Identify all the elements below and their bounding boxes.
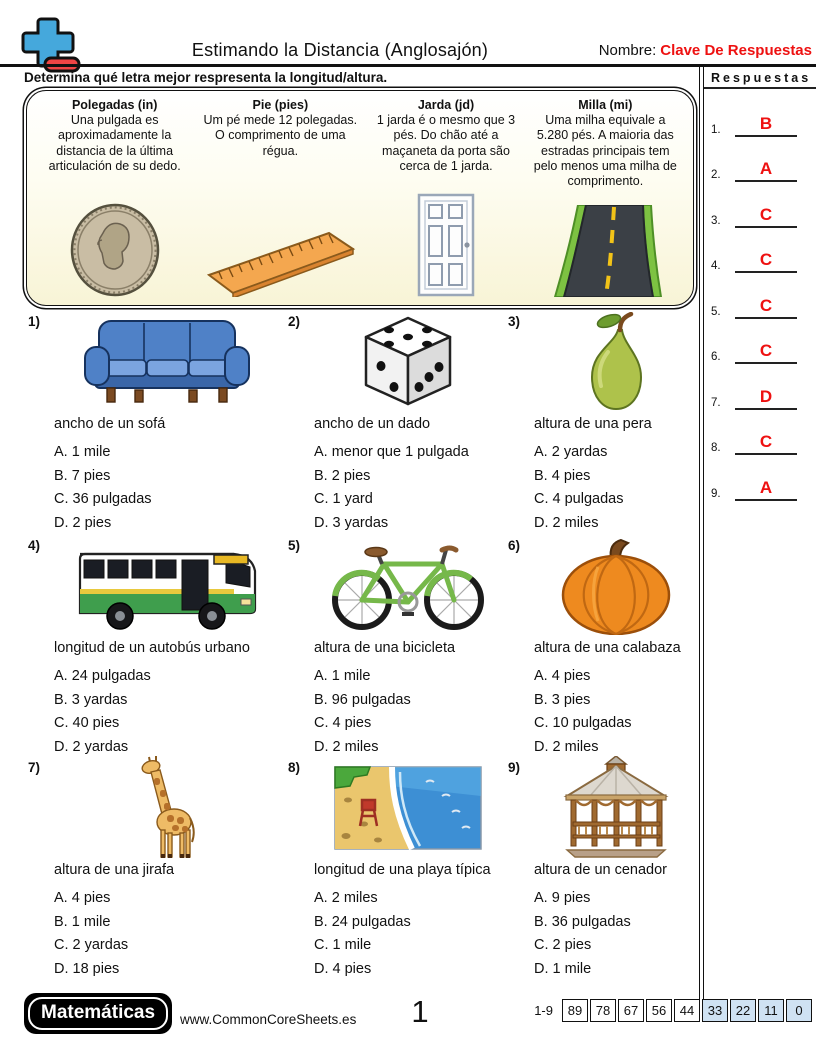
question-number: 7)	[28, 760, 41, 775]
answer-row-9	[704, 455, 816, 501]
option-a: A. 9 pies	[534, 890, 591, 906]
score-cell: 33	[702, 999, 728, 1022]
reference-column-yard	[366, 98, 525, 299]
score-cell: 11	[758, 999, 784, 1022]
answer-blank	[735, 388, 797, 410]
dice-image	[314, 312, 502, 412]
answers-heading: Respuestas	[704, 68, 816, 89]
answer-number: 5.	[711, 305, 721, 318]
option-c: C. 1 yard	[314, 491, 373, 507]
sofa-image	[54, 312, 280, 412]
question-options	[54, 441, 280, 535]
option-d: D. 2 miles	[534, 514, 599, 531]
question-options	[54, 887, 280, 981]
option-c: C. 4 pulgadas	[534, 491, 624, 507]
question-caption: longitud de una playa típica	[314, 862, 491, 878]
score-cell: 0	[786, 999, 812, 1022]
answers-sidebar	[704, 68, 816, 501]
reference-text: Um pé mede 12 polegadas. O comprimento de uma régua.	[203, 113, 358, 158]
answer-row-1	[704, 91, 816, 137]
pumpkin-image	[534, 536, 698, 636]
answer-row-5	[704, 273, 816, 319]
question-caption: altura de una bicicleta	[314, 640, 456, 656]
answer-number: 3.	[711, 214, 721, 227]
answer-number: 6.	[711, 351, 721, 363]
question-number: 1)	[28, 314, 41, 329]
answer-letter: C	[759, 204, 773, 224]
answer-blank	[735, 206, 797, 228]
answer-number: 2.	[711, 169, 721, 181]
score-cell: 56	[646, 999, 672, 1022]
reference-title: Pie (pies)	[252, 98, 309, 112]
question-number: 6)	[508, 538, 521, 553]
door-icon	[417, 193, 475, 297]
answer-row-4	[704, 228, 816, 274]
question-options	[314, 665, 502, 759]
answer-blank	[735, 433, 797, 455]
score-table	[534, 999, 812, 1022]
question-5	[288, 536, 502, 759]
answer-blank	[735, 115, 797, 137]
quarter-coin-icon	[69, 203, 161, 297]
option-d: D. 2 pies	[54, 514, 112, 531]
question-options	[534, 665, 698, 759]
question-caption: ancho de un dado	[314, 416, 431, 432]
answer-letter: C	[759, 341, 773, 360]
question-number: 5)	[288, 538, 301, 553]
answer-number: 4.	[711, 260, 721, 272]
answer-number: 9.	[711, 487, 721, 500]
answer-letter: A	[759, 159, 773, 178]
reference-text: Uma milha equivale a 5.280 pés. A maioria das estradas principais tem pelo menos uma milha de comprimento.	[533, 113, 677, 188]
question-options	[54, 665, 280, 759]
answer-number: 1.	[711, 123, 721, 136]
question-4	[28, 536, 280, 759]
units-reference-box	[26, 90, 694, 306]
score-cell: 89	[562, 999, 588, 1022]
option-d: D. 1 mile	[534, 960, 592, 977]
option-a: A. 2 yardas	[534, 444, 608, 460]
option-b: B. 36 pulgadas	[534, 913, 631, 930]
option-b: B. 4 pies	[534, 467, 591, 484]
question-9	[508, 758, 698, 981]
option-a: A. 1 mile	[314, 668, 371, 684]
option-a: A. 1 mile	[54, 444, 111, 460]
question-3	[508, 312, 698, 535]
answer-blank	[735, 342, 797, 364]
beach-image	[314, 758, 502, 858]
bicycle-image	[314, 536, 502, 636]
option-d: D. 3 yardas	[314, 514, 389, 531]
question-options	[534, 887, 698, 981]
name-row	[599, 42, 812, 59]
question-caption: altura de un cenador	[534, 862, 668, 878]
page-number: 1	[411, 994, 429, 1029]
option-a: A. 4 pies	[534, 668, 591, 684]
answer-letter: C	[759, 432, 773, 451]
option-b: B. 7 pies	[54, 467, 111, 484]
option-b: B. 3 yardas	[54, 691, 128, 708]
answers-list	[704, 91, 816, 501]
question-options	[314, 887, 502, 981]
reference-title: Jarda (jd)	[417, 98, 475, 112]
answer-letter: B	[759, 113, 773, 133]
answer-row-6	[704, 319, 816, 365]
question-caption: altura de una calabaza	[534, 640, 681, 656]
option-b: B. 24 pulgadas	[314, 913, 411, 930]
score-cell: 22	[730, 999, 756, 1022]
option-c: C. 2 pies	[534, 937, 592, 953]
city-bus-image	[54, 536, 280, 636]
question-1	[28, 312, 280, 535]
answer-row-2	[704, 137, 816, 183]
question-number: 8)	[288, 760, 301, 775]
question-number: 2)	[288, 314, 301, 329]
option-a: A. menor que 1 pulgada	[314, 444, 469, 460]
score-range-label: 1-9	[534, 1003, 553, 1018]
option-a: A. 2 miles	[314, 890, 378, 906]
answer-number: 7.	[711, 396, 721, 409]
answer-number: 8.	[711, 442, 721, 454]
answer-blank	[735, 251, 797, 273]
option-d: D. 2 yardas	[54, 738, 129, 755]
option-c: C. 10 pulgadas	[534, 715, 632, 731]
reference-text: Una pulgada es aproximadamente la distancia de la última articulación de su dedo.	[48, 113, 181, 173]
answer-letter: A	[759, 477, 773, 497]
reference-title: Polegadas (in)	[71, 98, 158, 112]
question-caption: altura de una pera	[534, 416, 652, 432]
question-7	[28, 758, 280, 981]
option-b: B. 3 pies	[534, 691, 591, 708]
answer-blank	[735, 479, 797, 501]
option-d: D. 2 miles	[534, 738, 599, 755]
score-cell: 67	[618, 999, 644, 1022]
option-d: D. 2 miles	[314, 738, 379, 755]
question-2	[288, 312, 502, 535]
answer-blank	[735, 297, 797, 319]
answer-letter: C	[759, 295, 773, 315]
option-a: A. 4 pies	[54, 890, 111, 906]
reference-text: 1 jarda é o mesmo que 3 pés. Do chão até a maçaneta da porta são cerca de 1 jarda.	[376, 113, 516, 173]
question-caption: ancho de un sofá	[54, 416, 166, 432]
road-icon	[548, 205, 662, 297]
answer-row-8	[704, 410, 816, 456]
reference-column-inches	[35, 98, 194, 299]
page-title: Estimando la Distancia (Anglosajón)	[191, 40, 489, 60]
gazebo-image	[534, 758, 698, 858]
reference-column-mile	[526, 98, 685, 299]
reference-column-feet	[194, 98, 366, 299]
question-options	[534, 441, 698, 535]
header-rule	[0, 64, 816, 67]
question-number: 4)	[28, 538, 41, 553]
option-b: B. 2 pies	[314, 467, 371, 484]
instruction-text: Determina qué letra mejor respresenta la longitud/altura.	[24, 70, 388, 85]
pear-image	[534, 312, 698, 412]
question-6	[508, 536, 698, 759]
brand-badge	[24, 993, 172, 1034]
answer-letter: C	[759, 250, 773, 269]
option-d: D. 4 pies	[314, 960, 372, 977]
ruler-icon	[199, 225, 361, 297]
score-cell: 78	[590, 999, 616, 1022]
answer-row-3	[704, 182, 816, 228]
brand-label: Matemáticas	[28, 997, 168, 1030]
name-label: Nombre:	[598, 42, 657, 59]
question-options	[314, 441, 502, 535]
option-d: D. 18 pies	[54, 960, 120, 977]
reference-title: Milla (mi)	[578, 98, 633, 112]
option-a: A. 24 pulgadas	[54, 668, 151, 684]
option-b: B. 96 pulgadas	[314, 691, 411, 708]
question-number: 3)	[508, 314, 521, 329]
question-8	[288, 758, 502, 981]
answer-row-7	[704, 364, 816, 410]
answer-key-label: Clave De Respuestas	[660, 42, 812, 59]
question-number: 9)	[508, 760, 521, 775]
question-caption: altura de una jirafa	[54, 862, 175, 878]
option-c: C. 1 mile	[314, 937, 372, 953]
answer-letter: D	[759, 386, 773, 406]
question-caption: longitud de un autobús urbano	[54, 640, 250, 656]
answer-blank	[735, 160, 797, 182]
option-c: C. 4 pies	[314, 715, 372, 731]
giraffe-image	[54, 758, 280, 858]
score-cell: 44	[674, 999, 700, 1022]
option-c: C. 36 pulgadas	[54, 491, 152, 507]
option-c: C. 2 yardas	[54, 937, 129, 953]
option-c: C. 40 pies	[54, 715, 120, 731]
option-b: B. 1 mile	[54, 913, 111, 930]
website-url: www.CommonCoreSheets.es	[180, 1012, 357, 1027]
